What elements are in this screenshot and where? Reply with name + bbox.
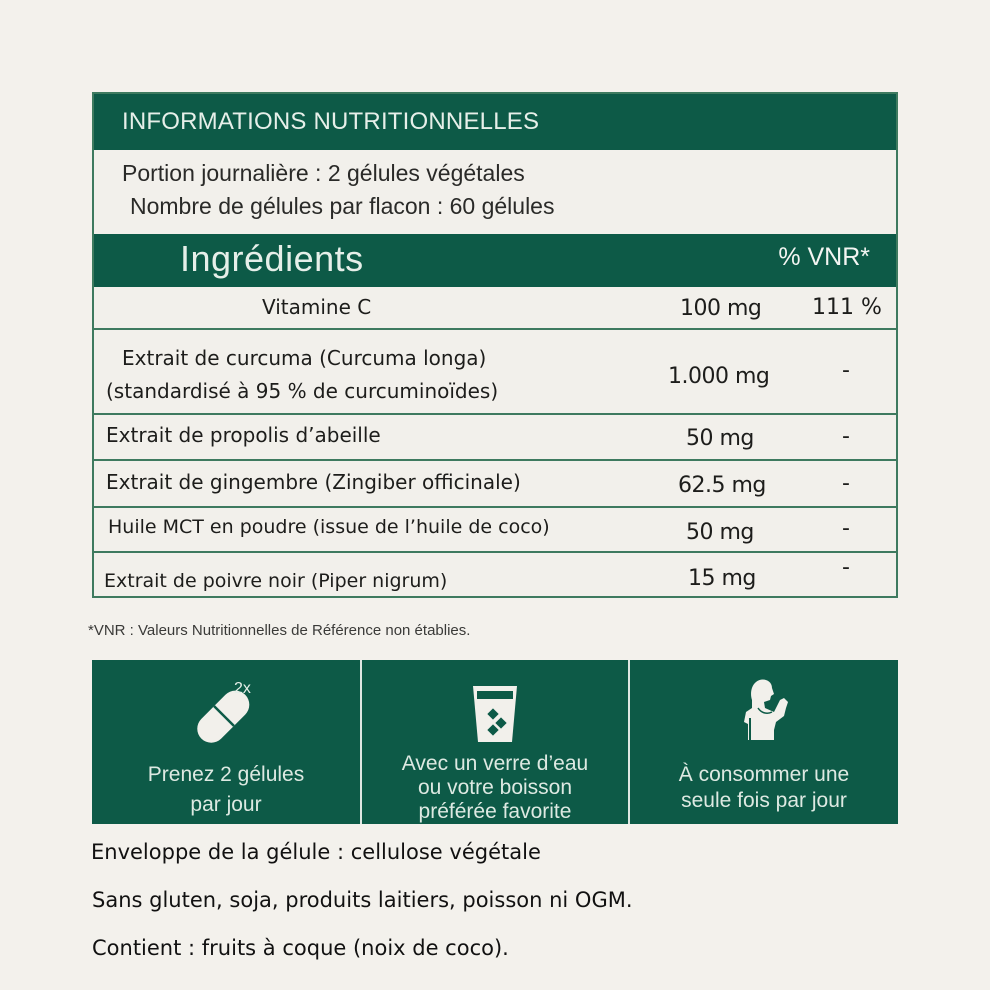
- table-row: [94, 461, 896, 508]
- table-row: [94, 415, 896, 461]
- vnr-footnote: *VNR : Valeurs Nutritionnelles de Référence non établies.: [88, 622, 471, 639]
- table-row: [94, 287, 896, 330]
- dosage-badge: 2x: [234, 680, 251, 697]
- ingredient-amount: 100 mg: [680, 296, 762, 321]
- ingredient-amount: 50 mg: [686, 520, 754, 545]
- table-row: [94, 553, 896, 598]
- ingredient-vnr: -: [842, 358, 850, 383]
- glass-icon: [470, 684, 520, 744]
- capsules-per-bottle: Nombre de gélules par flacon : 60 gélules: [130, 193, 555, 219]
- ingredient-vnr: -: [842, 555, 850, 580]
- tip-text: À consommer une seule fois par jour: [678, 763, 850, 812]
- tip-frequency: [630, 660, 898, 824]
- ingredients-header: Ingrédients: [180, 238, 364, 279]
- serving-info: [94, 150, 896, 234]
- allergen-contains-statement: Contient : fruits à coque (noix de coco).: [92, 936, 509, 960]
- capsule-icon: [190, 678, 270, 748]
- panel-title-band: [94, 94, 896, 150]
- tip-text: Prenez 2 gélules par jour: [147, 763, 305, 816]
- ingredient-name: Huile MCT en poudre (issue de l’huile de coco): [108, 516, 550, 538]
- ingredient-amount: 15 mg: [688, 566, 756, 591]
- allergen-free-statement: Sans gluten, soja, produits laitiers, poisson ni OGM.: [92, 888, 633, 912]
- table-row: [94, 330, 896, 415]
- ingredient-name: Extrait de propolis d’abeille: [106, 423, 381, 447]
- tip-dosage: [92, 660, 362, 824]
- tip-drink: [362, 660, 630, 824]
- ingredient-name: Extrait de gingembre (Zingiber officinale): [106, 470, 521, 494]
- ingredient-vnr: 111 %: [812, 295, 882, 320]
- capsule-material: Enveloppe de la gélule : cellulose végétale: [91, 840, 541, 864]
- vnr-header: % VNR*: [778, 243, 870, 271]
- daily-portion: Portion journalière : 2 gélules végétales: [122, 160, 525, 186]
- woman-drinking-icon: [740, 678, 796, 742]
- ingredient-vnr: -: [842, 516, 850, 541]
- usage-instructions: [92, 660, 898, 824]
- ingredient-vnr: -: [842, 471, 850, 496]
- ingredient-vnr: -: [842, 424, 850, 449]
- nutrition-panel: [92, 92, 898, 598]
- panel-title: INFORMATIONS NUTRITIONNELLES: [122, 108, 540, 135]
- ingredient-name: Extrait de poivre noir (Piper nigrum): [104, 570, 448, 592]
- ingredient-name: Extrait de curcuma (Curcuma longa): [122, 346, 487, 370]
- ingredient-amount: 62.5 mg: [678, 473, 766, 498]
- ingredient-name-detail: (standardisé à 95 % de curcuminoïdes): [106, 379, 499, 403]
- ingredient-amount: 1.000 mg: [668, 364, 770, 389]
- tip-text: Avec un verre d’eau ou votre boisson préférée favorite: [401, 752, 589, 823]
- ingredients-header-band: [94, 234, 896, 287]
- table-row: [94, 508, 896, 553]
- ingredient-amount: 50 mg: [686, 426, 754, 451]
- ingredient-name: Vitamine C: [262, 295, 372, 319]
